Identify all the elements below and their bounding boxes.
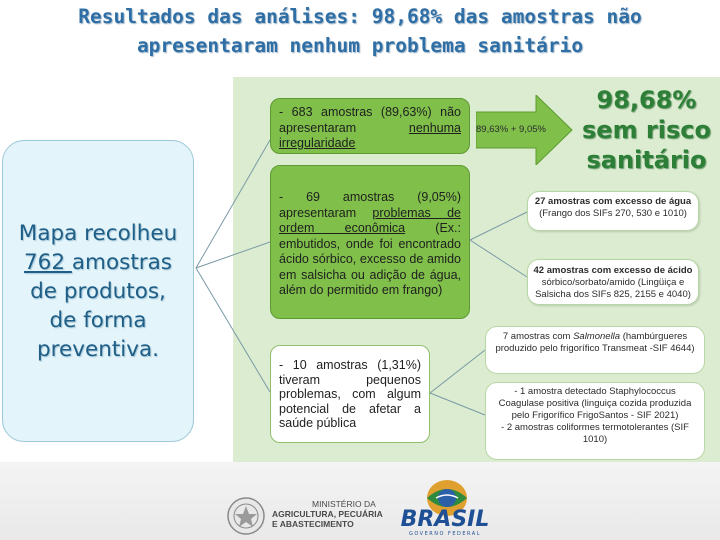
note-water-bold: 27 amostras com excesso de água (534, 196, 692, 207)
arrow-label: 89,63% + 9,05% (476, 124, 546, 135)
brasil-wordmark: BRASIL (400, 507, 490, 532)
brasil-government-logo (380, 476, 510, 538)
ministry-line-1: MINISTÉRIO DA (312, 499, 376, 509)
sample-count: 762 (24, 249, 72, 275)
box-683-underlined: nenhuma irregularidade (279, 120, 461, 150)
note-salmonella-rest: (hambúrgueres produzido pelo frigorífico Transmeat -SIF 4644) (495, 331, 695, 354)
box-69-text-1: - 69 amostras (9,05%) apresentaram (279, 190, 461, 220)
note-salmonella (485, 326, 705, 374)
note-staphylococcus (485, 382, 705, 460)
result-line-2: sem risco (582, 116, 711, 144)
result-line-3: sanitário (586, 146, 707, 174)
box-69-samples (270, 165, 470, 319)
note-salmonella-name: Salmonella (573, 331, 621, 342)
note-acid-detail: sórbico/sorbato/amido (Lingüiça e Salsicha dos SIFs 825, 2155 e 4040) (535, 277, 691, 300)
left-summary-text (19, 219, 177, 364)
result-line-1: 98,68% (596, 86, 697, 114)
left-line-1: Mapa recolheu (18, 220, 178, 246)
note-staph-line-2: - 2 amostras coliformes termotolerantes (SIF 1010) (501, 422, 689, 445)
box-10-samples (270, 345, 430, 443)
note-excess-water (527, 191, 699, 231)
ministry-name (272, 499, 383, 529)
left-line-3: de produtos, (30, 278, 166, 304)
note-acid-bold: 42 amostras com excesso de ácido (533, 265, 693, 276)
title-line-1: Resultados das análises: 98,68% das amostras não (78, 5, 642, 28)
ministry-line-3: E ABASTECIMENTO (272, 519, 354, 529)
left-line-5: preventiva. (37, 336, 159, 362)
ministry-line-2: AGRICULTURA, PECUÁRIA (272, 509, 383, 519)
box-69-text-3: (Ex.: embutidos, onde foi encontrado ácido sórbico, excesso de amido em salsicha ou adição de água, além do permitido em frango) (279, 221, 461, 297)
box-10-text: - 10 amostras (1,31%) tiveram pequenos problemas, com algum potencial de afetar a saúde pública (279, 358, 421, 430)
left-line-4: de forma (49, 307, 147, 333)
ministry-seal-logo (226, 496, 266, 536)
left-line-2 (19, 248, 177, 277)
note-excess-acid (527, 259, 699, 305)
brasil-subtitle: GOVERNO FEDERAL (408, 531, 482, 537)
box-683-samples (270, 98, 470, 154)
title-line-2: apresentaram nenhum problema sanitário (136, 34, 584, 57)
box-69-underlined: problemas de ordem econômica (279, 205, 461, 235)
note-staph-line-1: - 1 amostra detectado Staphylococcus Coagulase positiva (linguiça cozida produzida pelo Frigorífico FrigoSantos - SIF 2021) (498, 386, 692, 421)
note-water-detail: (Frango dos SIFs 270, 530 e 1010) (539, 208, 687, 219)
result-headline (573, 85, 720, 175)
box-683-text: - 683 amostras (89,63%) não apresentaram (279, 105, 461, 135)
left-line-2-rest: amostras (71, 249, 172, 275)
left-summary-box (2, 140, 194, 442)
note-salmonella-prefix: 7 amostras com (502, 331, 574, 342)
